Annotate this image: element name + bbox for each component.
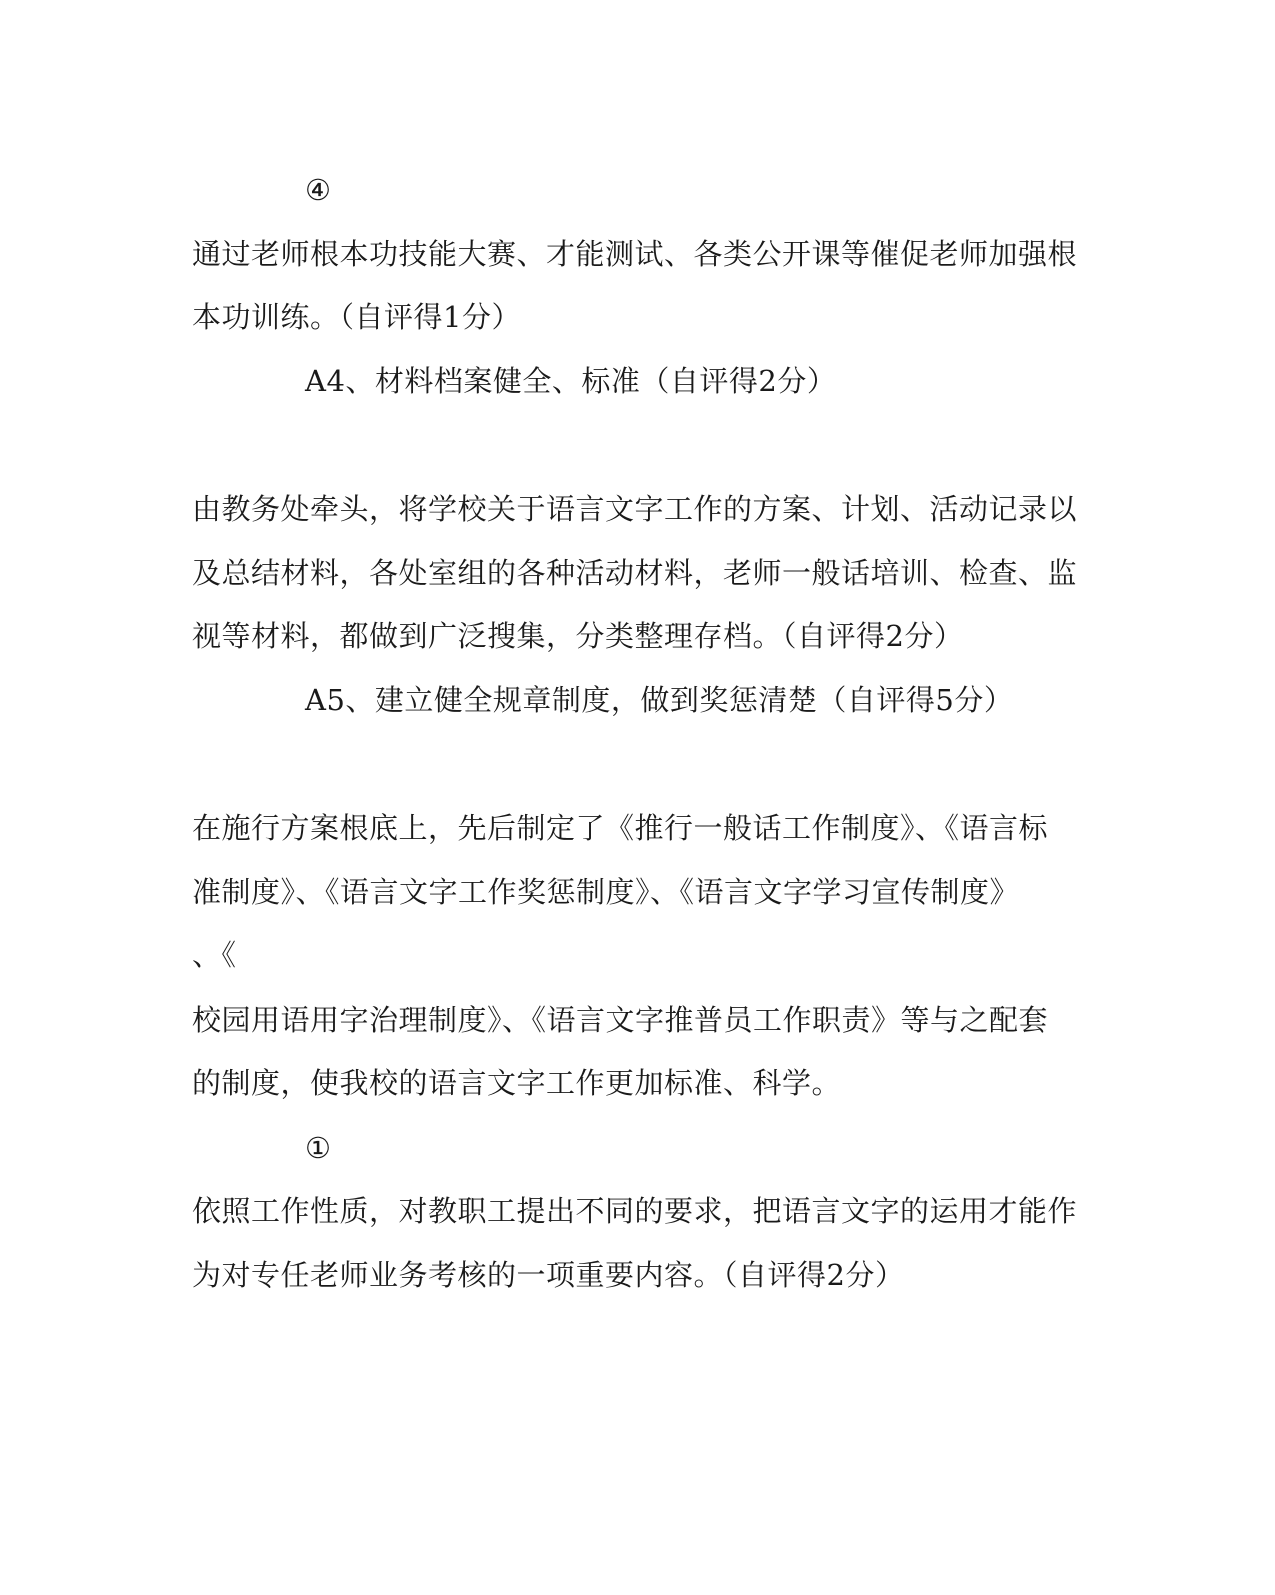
paragraph-line: 在施行方案根底上，先后制定了《推行一般话工作制度》、《语言标 <box>192 811 1049 845</box>
list-marker: ④ <box>305 173 332 207</box>
paragraph-line: 及总结材料，各处室组的各种活动材料，老师一般话培训、检查、监 <box>192 556 1078 590</box>
paragraph-line: 为对专任老师业务考核的一项重要内容。（自评得2分） <box>192 1258 905 1292</box>
section-heading: A4、材料档案健全、标准（自评得2分） <box>305 364 837 398</box>
paragraph-line: 的制度，使我校的语言文字工作更加标准、科学。 <box>192 1066 842 1100</box>
list-marker: ① <box>305 1131 332 1165</box>
paragraph-line: 通过老师根本功技能大赛、才能测试、各类公开课等催促老师加强根 <box>192 237 1078 271</box>
paragraph-line: 准制度》、《语言文字工作奖惩制度》、《语言文字学习宣传制度》 <box>192 875 1020 909</box>
paragraph-line: 视等材料，都做到广泛搜集，分类整理存档。（自评得2分） <box>192 619 964 653</box>
paragraph-line: 依照工作性质，对教职工提出不同的要求，把语言文字的运用才能作 <box>192 1194 1078 1228</box>
paragraph-line: 、《 <box>192 938 237 972</box>
paragraph-line: 本功训练。（自评得1分） <box>192 300 521 334</box>
section-heading: A5、建立健全规章制度，做到奖惩清楚（自评得5分） <box>305 683 1014 717</box>
paragraph-line: 由教务处牵头，将学校关于语言文字工作的方案、计划、活动记录以 <box>192 492 1078 526</box>
paragraph-line: 校园用语用字治理制度》、《语言文字推普员工作职责》等与之配套 <box>192 1003 1049 1037</box>
